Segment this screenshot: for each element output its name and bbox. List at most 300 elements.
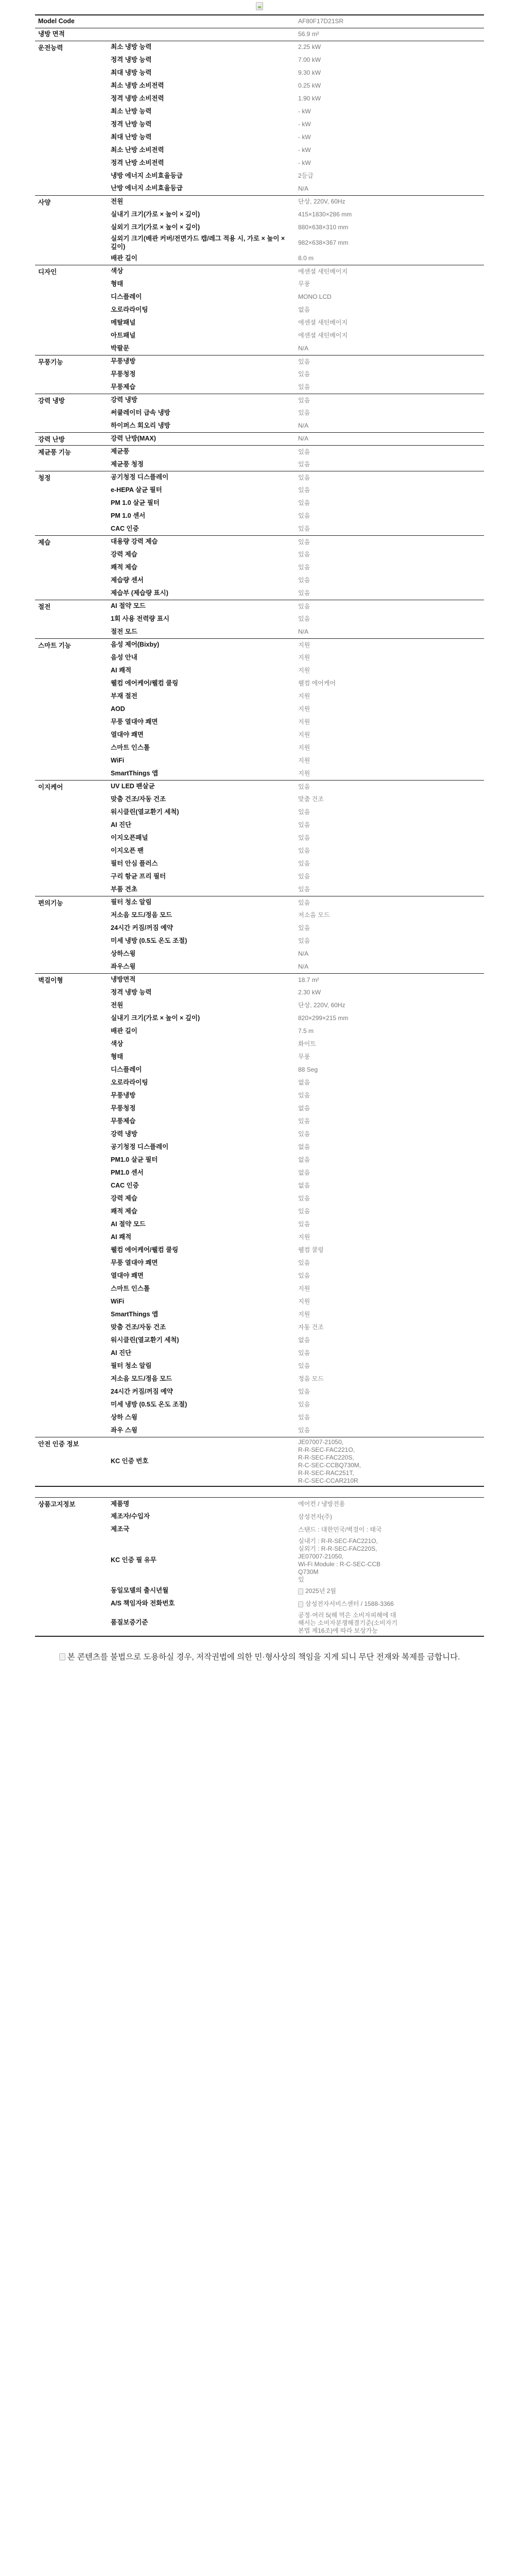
spec-label: 제조자/수입자 <box>111 1513 150 1520</box>
spec-value-text: 있음 <box>298 383 310 391</box>
spec-row <box>35 355 484 368</box>
spec-label: SmartThings 앱 <box>111 769 158 777</box>
spec-row <box>35 92 484 105</box>
spec-value <box>295 754 484 767</box>
spec-category <box>35 157 108 170</box>
spec-label: 미세 냉방 (0.5도 온도 조절) <box>111 937 187 944</box>
spec-row <box>35 600 484 613</box>
spec-row <box>35 1334 484 1347</box>
spec-category <box>35 1372 108 1385</box>
spec-value-text: N/A <box>298 422 309 429</box>
spec-row <box>35 1089 484 1102</box>
spec-row <box>35 1611 484 1636</box>
spec-value <box>295 613 484 625</box>
spec-value-text: 415×1830×286 mm <box>298 211 352 218</box>
spec-category <box>35 1411 108 1424</box>
spec-value-text: 있음 <box>298 873 310 880</box>
spec-row <box>35 1372 484 1385</box>
spec-value <box>295 182 484 195</box>
spec-category <box>35 118 108 131</box>
spec-value <box>295 947 484 960</box>
spec-value <box>295 1141 484 1154</box>
spec-value <box>295 1192 484 1205</box>
spec-value-text: 0.25 kW <box>298 82 321 89</box>
spec-value <box>295 1360 484 1372</box>
spec-row <box>35 234 484 252</box>
spec-value-text: 있음 <box>298 886 310 893</box>
spec-value-text: 자동 건조 <box>298 1324 324 1331</box>
spec-category <box>35 1511 108 1523</box>
spec-value-text: 7.00 kW <box>298 56 321 63</box>
spec-label: 24시간 커짐/꺼짐 예약 <box>111 1387 173 1395</box>
spec-value <box>295 368 484 381</box>
spec-category <box>35 342 108 355</box>
spec-category: 벽걸이형 <box>35 973 108 986</box>
spec-row <box>35 144 484 157</box>
spec-label: 디스플레이 <box>111 1065 142 1073</box>
spec-value <box>295 1089 484 1102</box>
spec-value-text: 지원 <box>298 1233 310 1241</box>
spec-table-body <box>35 15 484 1636</box>
spec-value <box>295 960 484 973</box>
spec-row <box>35 1257 484 1269</box>
spec-row <box>35 1141 484 1154</box>
spec-row <box>35 79 484 92</box>
spec-category <box>35 1063 108 1076</box>
spec-row <box>35 728 484 741</box>
spec-row <box>35 381 484 394</box>
spec-value <box>295 118 484 131</box>
spec-category <box>35 1282 108 1295</box>
spec-category <box>35 625 108 638</box>
spec-row <box>35 625 484 638</box>
spec-value-text: 있음 <box>298 1221 310 1228</box>
spec-label: 제균풍 청정 <box>111 460 144 468</box>
spec-label: 제균풍 <box>108 445 295 458</box>
spec-label: 워시클린(열교환기 세척) <box>111 1336 179 1344</box>
spec-category <box>35 754 108 767</box>
spec-value <box>295 999 484 1012</box>
spec-row <box>35 1360 484 1372</box>
spec-category <box>35 1334 108 1347</box>
spec-value-text: 있음 <box>298 860 310 868</box>
spec-value <box>295 1244 484 1257</box>
spec-label: 제습부 (제습량 표시) <box>111 589 168 597</box>
spec-value-text: 없음 <box>298 1105 310 1112</box>
spec-label: 최소 냉방 능력 <box>108 41 295 54</box>
spec-value <box>295 1050 484 1063</box>
spec-row <box>35 690 484 703</box>
spec-value-line: 실외기 : R-R-SEC-FAC220S, <box>298 1545 377 1552</box>
spec-value <box>295 381 484 394</box>
spec-label: 정격 냉방 능력 <box>111 56 152 63</box>
spec-category: 사양 <box>35 195 108 208</box>
spec-value <box>295 394 484 406</box>
spec-category <box>35 793 108 806</box>
spec-value <box>295 66 484 79</box>
copyright-notice <box>35 1651 484 1664</box>
spec-row <box>35 265 484 278</box>
spec-row <box>35 432 484 445</box>
spec-label: 정격 냉방 능력 <box>111 988 152 996</box>
spec-label: 전원 <box>108 195 295 208</box>
spec-value-text: 지원 <box>298 692 310 700</box>
spec-value-line: JE07007-21050, <box>298 1552 344 1560</box>
spec-row <box>35 664 484 677</box>
spec-label: 구리 항균 프리 필터 <box>111 872 166 880</box>
spec-value <box>295 870 484 883</box>
spec-label: WiFi <box>111 1297 125 1305</box>
spec-value-text: 없음 <box>298 1182 310 1190</box>
spec-value-text: 있음 <box>298 1092 310 1099</box>
spec-row <box>35 445 484 458</box>
spec-category <box>35 574 108 587</box>
spec-label: 정격 난방 소비전력 <box>111 159 164 166</box>
spec-value-text: 무풍 <box>298 280 310 288</box>
spec-value-text: 있음 <box>298 448 310 455</box>
spec-value <box>295 1598 484 1611</box>
spec-row <box>35 870 484 883</box>
spec-label: 오로라라이팅 <box>111 1078 148 1086</box>
spec-value-text: 있음 <box>298 370 310 378</box>
spec-category <box>35 561 108 574</box>
spec-value <box>295 510 484 522</box>
spec-label: 색상 <box>108 265 295 278</box>
spec-value <box>295 92 484 105</box>
spec-value <box>295 767 484 780</box>
spec-row <box>35 170 484 182</box>
spec-value <box>295 1398 484 1411</box>
spec-category <box>35 1360 108 1372</box>
spec-value <box>295 728 484 741</box>
spec-row <box>35 54 484 66</box>
spec-value-text: 있음 <box>298 564 310 571</box>
spec-label: 형태 <box>111 1053 124 1060</box>
spec-row <box>35 1523 484 1536</box>
spec-row <box>35 1269 484 1282</box>
spec-category <box>35 1128 108 1141</box>
spec-value <box>295 793 484 806</box>
spec-value-text: 있음 <box>298 525 310 532</box>
spec-value-text: - kW <box>298 146 311 154</box>
spec-value <box>295 574 484 587</box>
spec-category <box>35 1536 108 1585</box>
spec-row <box>35 28 484 41</box>
spec-label: PM1.0 살균 필터 <box>111 1156 158 1163</box>
spec-value-text: 지원 <box>298 744 310 752</box>
spec-category <box>35 381 108 394</box>
spec-label: 절전 모드 <box>111 628 137 635</box>
spec-label: PM 1.0 살균 필터 <box>111 499 160 506</box>
spec-category <box>35 105 108 118</box>
spec-value-text: 982×638×367 mm <box>298 239 349 247</box>
spec-value-text: 지원 <box>298 731 310 739</box>
spec-category <box>35 1115 108 1128</box>
spec-row <box>35 105 484 118</box>
spec-row <box>35 677 484 690</box>
spec-row <box>35 1218 484 1231</box>
spec-label: PM1.0 센서 <box>111 1168 144 1176</box>
spec-label: AI 진단 <box>111 821 132 828</box>
spec-label: 쾌적 제습 <box>111 563 137 571</box>
spec-row <box>35 1398 484 1411</box>
spec-category <box>35 221 108 234</box>
spec-value-text: 지원 <box>298 1285 310 1293</box>
spec-label: 공기청정 디스플레이 <box>108 471 295 484</box>
spec-label: 색상 <box>111 1040 124 1047</box>
spec-label: 음성 제어(Bixby) <box>108 638 295 651</box>
spec-value-line: R-R-SEC-FAC220S, <box>298 1453 354 1461</box>
spec-value-line: 해서는 소비자분쟁해결기준(소비자기 <box>298 1619 397 1626</box>
copyright-notice-text: 본 콘텐츠를 불법으로 도용하실 경우, 저작권법에 의한 민·형사상의 책임을 지게 되니 무단 전재와 복제를 금합니다. <box>67 1652 460 1662</box>
spec-value-text: 있음 <box>298 1414 310 1421</box>
spec-label: 정격 난방 능력 <box>111 120 152 128</box>
spec-row <box>35 182 484 195</box>
spec-value-text: 있음 <box>298 1401 310 1409</box>
spec-category <box>35 92 108 105</box>
spec-value-text: MONO LCD <box>298 293 332 301</box>
spec-category <box>35 182 108 195</box>
spec-value-line: R-R-SEC-FAC221O, <box>298 1446 355 1453</box>
spec-label: 전원 <box>111 1001 124 1009</box>
spec-value <box>295 561 484 574</box>
spec-row <box>35 1411 484 1424</box>
spec-label: 배관 길이 <box>111 254 137 262</box>
spec-value-text: 있음 <box>298 461 310 468</box>
spec-label: 품질보증기준 <box>108 1611 295 1636</box>
spec-label: CAC 인증 <box>111 1181 139 1189</box>
spec-category: 무풍기능 <box>35 355 108 368</box>
spec-row <box>35 406 484 419</box>
spec-label: 열대야 쾌면 <box>111 1272 144 1279</box>
spec-value-text: 지원 <box>298 1311 310 1318</box>
spec-value-text: 있음 <box>298 499 310 507</box>
notice-image-icon <box>59 1653 65 1660</box>
spec-row <box>35 832 484 844</box>
spec-row <box>35 329 484 342</box>
spec-category: 운전능력 <box>35 41 108 54</box>
spec-category: 이지케어 <box>35 780 108 793</box>
spec-value-text: 있음 <box>298 1130 310 1138</box>
spec-label: 배관 길이 <box>111 1027 137 1035</box>
spec-value-line: 본법 제16조)에 따라 보상가능 <box>298 1626 378 1634</box>
spec-value-text: N/A <box>298 435 309 443</box>
spec-label: 스마트 인스톨 <box>111 743 150 751</box>
spec-category <box>35 1192 108 1205</box>
spec-category <box>35 832 108 844</box>
spec-row <box>35 394 484 406</box>
spec-label: KC 인증 번호 <box>108 1437 295 1486</box>
spec-label: 냉방 에너지 소비효율등급 <box>111 172 183 179</box>
spec-category <box>35 1611 108 1636</box>
spec-value-text: 있음 <box>298 577 310 584</box>
spec-label: PM 1.0 센서 <box>111 512 146 519</box>
spec-category <box>35 131 108 144</box>
spec-category <box>35 510 108 522</box>
spec-value <box>295 986 484 999</box>
spec-row <box>35 793 484 806</box>
broken-image-icon <box>256 2 263 10</box>
spec-row <box>35 157 484 170</box>
spec-category <box>35 1205 108 1218</box>
spec-row <box>35 806 484 819</box>
spec-value-text: 있음 <box>298 551 310 558</box>
spec-value <box>295 1012 484 1025</box>
spec-value-text: 저소음 모드 <box>298 911 330 919</box>
spec-category: 제균풍 기능 <box>35 445 108 458</box>
spec-category <box>35 1321 108 1334</box>
spec-category <box>35 716 108 728</box>
spec-value-text: 2025년 2월 <box>305 1587 336 1595</box>
spec-value-text: 있음 <box>298 1117 310 1125</box>
spec-value <box>295 819 484 832</box>
spec-label: 무풍청정 <box>111 370 136 378</box>
spec-value-text: 있음 <box>298 602 310 610</box>
spec-value <box>295 458 484 471</box>
spec-value <box>295 144 484 157</box>
spec-value <box>295 1498 484 1511</box>
spec-category <box>35 1076 108 1089</box>
spec-label: A/S 책임자와 전화번호 <box>111 1600 175 1607</box>
spec-value-line: JE07007-21050, <box>298 1438 344 1446</box>
spec-label: 필터 청소 알림 <box>111 1362 152 1369</box>
spec-category <box>35 1598 108 1611</box>
spec-value-text: 있음 <box>298 512 310 520</box>
spec-value-text: 있음 <box>298 396 310 404</box>
spec-label: 최소 난방 소비전력 <box>111 146 164 154</box>
spec-label: 24시간 커짐/꺼짐 예약 <box>111 924 173 931</box>
spec-label: 필터 청소 알림 <box>108 896 295 909</box>
spec-value-text: 있음 <box>298 834 310 842</box>
spec-row <box>35 1166 484 1179</box>
spec-row <box>35 1282 484 1295</box>
spec-value-text: 있음 <box>298 1259 310 1267</box>
spec-value <box>295 1308 484 1321</box>
spec-value <box>295 741 484 754</box>
spec-category <box>35 767 108 780</box>
spec-value-text: 지원 <box>298 654 310 662</box>
spec-value <box>295 638 484 651</box>
spec-label: AI 쾌적 <box>111 1233 132 1241</box>
spec-value <box>295 484 484 497</box>
spec-category <box>35 208 108 221</box>
spec-value <box>295 1154 484 1166</box>
spec-category <box>35 1154 108 1166</box>
spec-label: WiFi <box>111 756 125 764</box>
spec-value <box>295 105 484 118</box>
spec-value-text: 있음 <box>298 808 310 816</box>
spec-label: 정격 냉방 소비전력 <box>111 94 164 102</box>
spec-row <box>35 195 484 208</box>
spec-category <box>35 703 108 716</box>
spec-row <box>35 208 484 221</box>
spec-label: 맞춤 건조/자동 건조 <box>111 795 166 803</box>
spec-value-text: N/A <box>298 963 309 970</box>
spec-category <box>35 291 108 303</box>
spec-category <box>35 1141 108 1154</box>
spec-row <box>35 1244 484 1257</box>
spec-value <box>295 1257 484 1269</box>
spec-label: 부품 견초 <box>111 885 137 893</box>
spec-value <box>295 131 484 144</box>
spec-value <box>295 195 484 208</box>
spec-category <box>35 1257 108 1269</box>
spec-category <box>35 986 108 999</box>
spec-label: 실내기 크기(가로 × 높이 × 깊이) <box>111 1014 200 1022</box>
spec-label: 좌우 스윙 <box>111 1426 137 1434</box>
spec-category <box>35 1012 108 1025</box>
spec-value <box>295 41 484 54</box>
spec-category <box>35 1179 108 1192</box>
spec-value <box>295 355 484 368</box>
spec-value <box>295 690 484 703</box>
broken-image-icon <box>298 1588 303 1595</box>
spec-value-text: 있음 <box>298 615 310 623</box>
spec-value-text: 있음 <box>298 1362 310 1370</box>
spec-row <box>35 767 484 780</box>
spec-value-text: 있음 <box>298 899 310 906</box>
spec-value <box>295 664 484 677</box>
spec-table-wrapper <box>35 14 484 1637</box>
spec-table <box>35 14 484 1637</box>
spec-label: 웰컴 에어케어/웰컴 쿨링 <box>111 1246 179 1253</box>
spec-label: 메탈패널 <box>111 318 136 326</box>
spec-value-text: 18.7 m² <box>298 976 319 984</box>
spec-value-line: 실내기 : R-R-SEC-FAC221O, <box>298 1537 378 1545</box>
spec-value <box>295 1347 484 1360</box>
spec-value <box>295 208 484 221</box>
spec-row <box>35 1179 484 1192</box>
spec-row <box>35 1424 484 1437</box>
spec-value <box>295 1025 484 1038</box>
spec-category <box>35 690 108 703</box>
spec-row <box>35 819 484 832</box>
spec-value <box>295 548 484 561</box>
spec-value <box>295 15 484 28</box>
spec-value <box>295 278 484 291</box>
spec-row <box>35 896 484 909</box>
spec-value <box>295 79 484 92</box>
spec-value <box>295 252 484 265</box>
spec-row <box>35 1511 484 1523</box>
spec-value-text: 있음 <box>298 589 310 597</box>
spec-category <box>35 1385 108 1398</box>
spec-row <box>35 1050 484 1063</box>
spec-label: KC 인증 필 유무 <box>111 1556 157 1564</box>
spec-category: 제습 <box>35 535 108 548</box>
spec-label: CAC 인증 <box>111 524 139 532</box>
spec-value <box>295 1295 484 1308</box>
spec-label: 쾌적 제습 <box>111 1207 137 1215</box>
spec-row <box>35 1076 484 1089</box>
spec-category <box>35 66 108 79</box>
section-gap <box>35 1486 484 1498</box>
spec-row <box>35 1038 484 1050</box>
spec-row <box>35 1115 484 1128</box>
spec-value-text: 있음 <box>298 1272 310 1280</box>
spec-category <box>35 316 108 329</box>
spec-value <box>295 522 484 535</box>
spec-label: 최소 냉방 소비전력 <box>111 81 164 89</box>
spec-value <box>295 1269 484 1282</box>
spec-value <box>295 935 484 947</box>
spec-label: 대용량 강력 제습 <box>108 535 295 548</box>
spec-value-text: 있음 <box>298 538 310 546</box>
spec-value <box>295 1231 484 1244</box>
spec-value <box>295 1115 484 1128</box>
spec-value <box>295 1585 484 1598</box>
spec-label: 최대 난방 능력 <box>111 133 152 141</box>
